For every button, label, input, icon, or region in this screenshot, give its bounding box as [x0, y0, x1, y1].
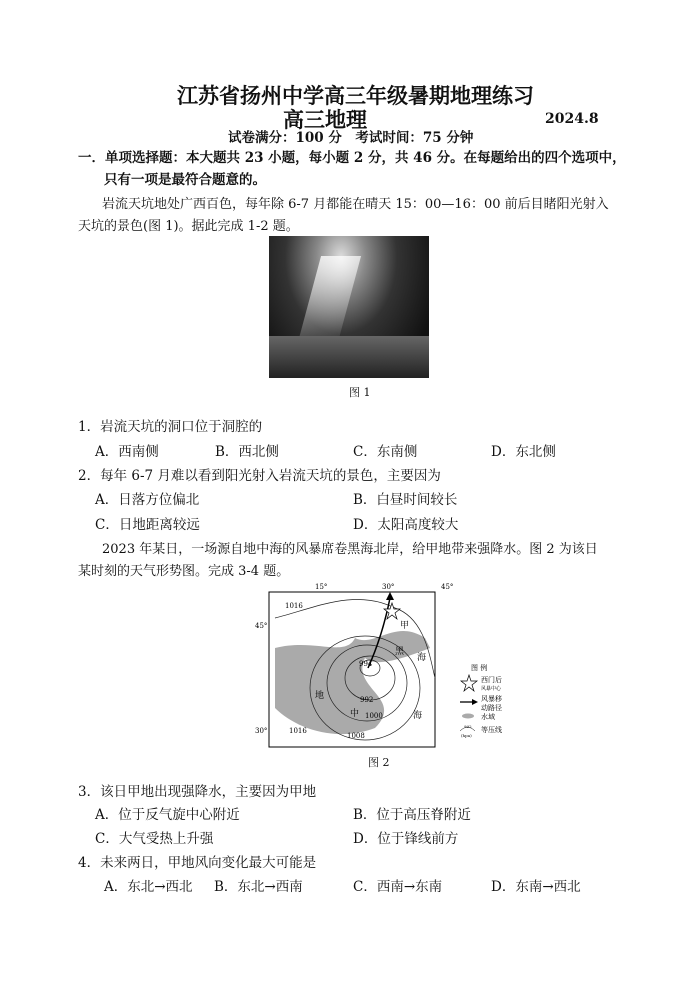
place-label: 海 [417, 653, 427, 663]
option-c: C．大气受热上升强 [95, 831, 214, 847]
figure-1-photo [269, 236, 429, 378]
isobar-label: 1016 [289, 727, 307, 735]
svg-text:风暴移: 风暴移 [481, 695, 502, 703]
svg-text:西门后: 西门后 [481, 676, 502, 684]
option-b: B．位于高压脊附近 [353, 807, 471, 823]
option-b: B．东北→西南 [214, 879, 303, 895]
option-b: B．白昼时间较长 [353, 492, 458, 508]
isobar-label: 1016 [285, 602, 303, 610]
figure-2-caption: 图 2 [368, 756, 390, 769]
option-b: B．西北侧 [215, 444, 279, 460]
passage-1: 岩流天坑地处广西百色，每年除 6-7 月都能在晴天 15：00—16：00 前后目睹阳光射入 [102, 197, 609, 212]
question-2: 2．每年 6-7 月难以看到阳光射入岩流天坑的景色，主要因为 [78, 468, 441, 484]
passage-2: 2023 年某日，一场源自地中海的风暴席卷黑海北岸，给甲地带来强降水。图 2 为该日 [102, 542, 598, 557]
exam-date: 2024.8 [545, 111, 599, 127]
legend-title: 图 例 [471, 664, 488, 672]
passage-1-cont: 天坑的景色(图 1)。据此完成 1-2 题。 [78, 219, 299, 234]
svg-text:水域: 水域 [481, 713, 495, 721]
figure-2-map [255, 578, 525, 750]
svg-text:等压线: 等压线 [481, 726, 502, 734]
option-a: A．西南侧 [95, 444, 159, 460]
option-c: C．西南→东南 [353, 879, 443, 895]
option-a: A．位于反气旋中心附近 [95, 807, 240, 823]
place-label: 地 [315, 691, 325, 701]
place-label: 甲 [400, 621, 410, 631]
svg-text:风暴中心: 风暴中心 [481, 686, 502, 692]
option-c: C．东南侧 [353, 444, 418, 460]
passage-2-cont: 某时刻的天气形势图。完成 3-4 题。 [78, 564, 290, 579]
place-label: 黑 [395, 647, 405, 657]
place-label: 中 [350, 709, 360, 719]
question-1: 1．岩流天坑的洞口位于洞腔的 [78, 419, 263, 435]
isobar-label: 1008 [347, 732, 365, 740]
lat-label: 45° [255, 622, 268, 630]
svg-text:(hpa): (hpa) [461, 733, 472, 738]
lon-label: 30° [382, 583, 395, 591]
isobar-label: 992 [360, 696, 374, 704]
svg-text:动路径: 动路径 [481, 704, 502, 712]
svg-text:992: 992 [464, 724, 472, 729]
option-d: D．位于锋线前方 [353, 831, 459, 847]
question-3: 3．该日甲地出现强降水，主要因为甲地 [78, 784, 317, 800]
exam-subtitle: 高三地理 [283, 107, 367, 132]
figure-1-caption: 图 1 [349, 386, 371, 399]
option-a: A．日落方位偏北 [95, 492, 200, 508]
section-heading-2: 只有一项是最符合题意的。 [104, 172, 266, 188]
option-d: D．太阳高度较大 [353, 517, 459, 533]
exam-title: 江苏省扬州中学高三年级暑期地理练习 [177, 83, 534, 108]
exam-info: 试卷满分：100 分 考试时间：75 分钟 [228, 130, 474, 146]
legend-water-icon [462, 714, 474, 719]
section-heading: 一．单项选择题：本大题共 23 小题，每小题 2 分，共 46 分。在每题给出的四个选项中， [78, 150, 626, 166]
lon-label: 15° [315, 583, 328, 591]
question-4: 4．未来两日，甲地风向变化最大可能是 [78, 855, 317, 871]
option-a: A．东北→西北 [104, 879, 193, 895]
isobar-label: 1000 [365, 712, 383, 720]
option-c: C．日地距离较远 [95, 517, 200, 533]
legend-star-icon [461, 675, 477, 691]
lon-label: 45° [441, 583, 454, 591]
option-d: D．东南→西北 [491, 879, 581, 895]
isobar-label: 994 [359, 660, 373, 668]
lat-label: 30° [255, 727, 268, 735]
option-d: D．东北侧 [491, 444, 556, 460]
place-label: 海 [413, 711, 423, 721]
